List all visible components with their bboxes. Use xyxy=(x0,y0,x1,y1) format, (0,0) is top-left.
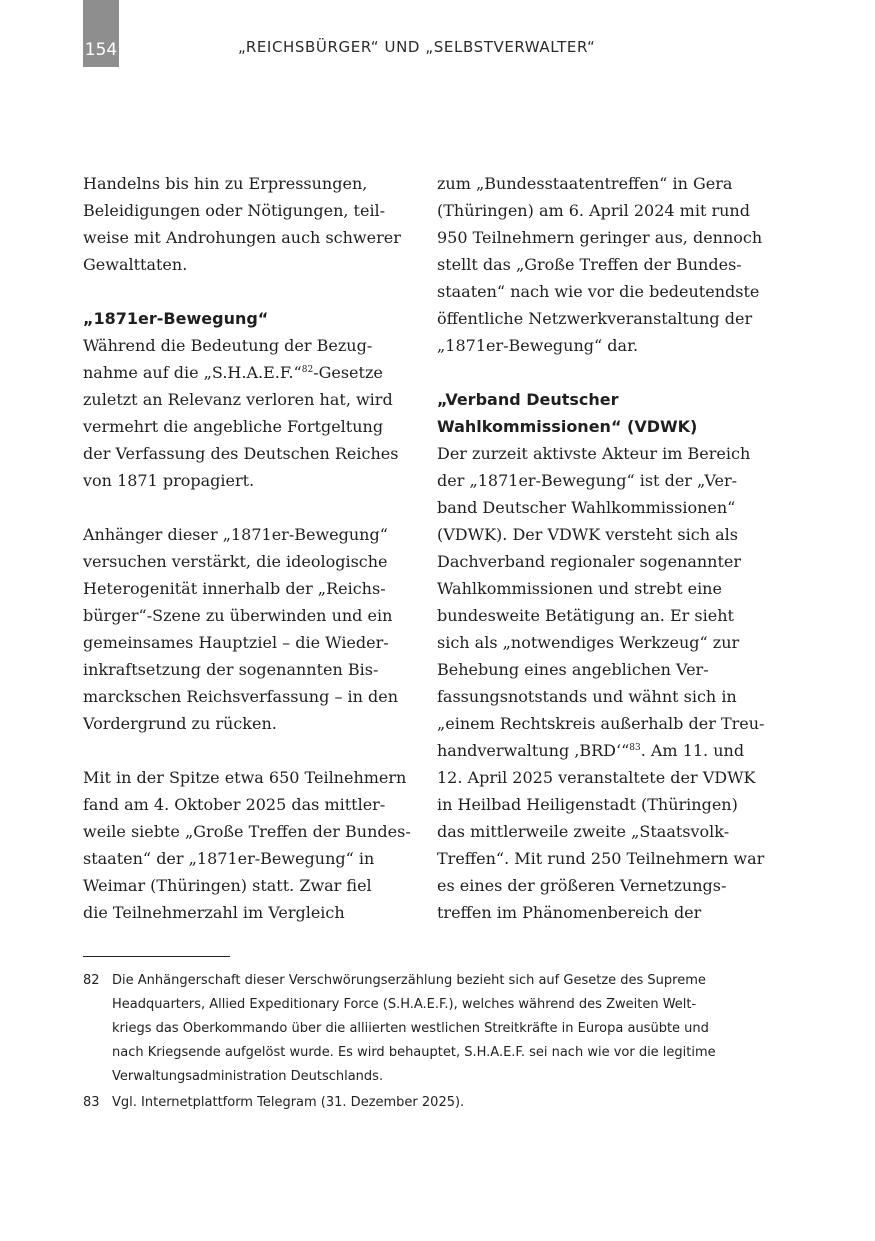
text-line: 950 Teilnehmern geringer aus, dennoch xyxy=(437,228,763,247)
text-line: staaten“ nach wie vor die bedeutendste xyxy=(437,282,760,301)
text-line: Der zurzeit aktivste Akteur im Bereich xyxy=(437,444,751,463)
text-line: Gewalttaten. xyxy=(83,255,188,274)
paragraph xyxy=(83,332,403,494)
text-line: marckschen Reichsverfassung – in den xyxy=(83,687,399,706)
text-line: zuletzt an Relevanz verloren hat, wird xyxy=(83,390,393,409)
text-line: in Heilbad Heiligenstadt (Thüringen) xyxy=(437,795,738,814)
footnote-number: 83 xyxy=(83,1095,100,1110)
text-line: Weimar (Thüringen) statt. Zwar fiel xyxy=(83,876,372,895)
text-line: das mittlerweile zweite „Staatsvolk- xyxy=(437,822,730,841)
text-line: (Thüringen) am 6. April 2024 mit rund xyxy=(437,201,750,220)
paragraph xyxy=(83,764,411,926)
text-line: 12. April 2025 veranstaltete der VDWK xyxy=(437,768,756,787)
running-head: „REICHSBÜRGER“ UND „SELBSTVERWALTER“ xyxy=(238,38,596,56)
text-line: Treffen“. Mit rund 250 Teilnehmern war xyxy=(437,849,765,868)
footnote-divider xyxy=(83,956,230,957)
text-line: zum „Bundesstaatentreffen“ in Gera xyxy=(437,174,733,193)
footnote-line: Headquarters, Allied Expeditionary Force (S.H.A.E.F.), welches während des Zweiten Welt- xyxy=(112,997,697,1012)
text-line: (VDWK). Der VDWK versteht sich als xyxy=(437,525,738,544)
text-line: weise mit Androhungen auch schwerer xyxy=(83,228,401,247)
text-fragment: -Gesetze xyxy=(313,363,383,382)
text-line: Heterogenität innerhalb der „Reichs- xyxy=(83,579,386,598)
footnote-line: nach Kriegsende aufgelöst wurde. Es wird behauptet, S.H.A.E.F. sei nach wie vor die legitime xyxy=(112,1045,716,1060)
footnote-ref[interactable]: 83 xyxy=(629,743,641,753)
text-line: fassungsnotstands und wähnt sich in xyxy=(437,687,737,706)
paragraph xyxy=(437,440,765,926)
footnote-line: kriegs das Oberkommando über die alliierten westlichen Streitkräfte in Europa ausübte und xyxy=(112,1021,709,1036)
text-line: Mit in der Spitze etwa 650 Teilnehmern xyxy=(83,768,407,787)
text-line: bundesweite Betätigung an. Er sieht xyxy=(437,606,734,625)
text-line: Dachverband regionaler sogenannter xyxy=(437,552,742,571)
text-line: weile siebte „Große Treffen der Bundes- xyxy=(83,822,411,841)
left-column xyxy=(83,170,411,926)
text-line: von 1871 propagiert. xyxy=(83,471,255,490)
text-line: versuchen verstärkt, die ideologische xyxy=(83,552,388,571)
text-line: fand am 4. Oktober 2025 das mittler- xyxy=(83,795,386,814)
paragraph xyxy=(437,170,763,359)
right-column xyxy=(437,170,765,926)
text-line: staaten“ der „1871er-Bewegung“ in xyxy=(83,849,375,868)
footnote-line: Verwaltungsadministration Deutschlands. xyxy=(112,1069,384,1084)
text-line: Beleidigungen oder Nötigungen, teil- xyxy=(83,201,386,220)
text-line: Handelns bis hin zu Erpressungen, xyxy=(83,174,368,193)
paragraph xyxy=(83,170,403,278)
section-heading: Wahlkommissionen“ (VDWK) xyxy=(437,417,698,436)
footnote xyxy=(83,969,763,1089)
footnote xyxy=(83,1091,763,1115)
text-line: öffentliche Netzwerkveranstaltung der xyxy=(437,309,753,328)
footnote-line: Die Anhängerschaft dieser Verschwörungserzählung bezieht sich auf Gesetze des Supreme xyxy=(112,973,706,988)
paragraph xyxy=(83,521,403,737)
text-line: die Teilnehmerzahl im Vergleich xyxy=(83,903,345,922)
section-heading: „Verband Deutscher xyxy=(437,390,619,409)
text-line: Behebung eines angeblichen Ver- xyxy=(437,660,709,679)
page-number: 154 xyxy=(83,0,119,67)
section-heading: „1871er-Bewegung“ xyxy=(83,309,269,328)
text-line: inkraftsetzung der sogenannten Bis- xyxy=(83,660,379,679)
text-fragment: nahme auf die „S.H.A.E.F.“ xyxy=(83,363,302,382)
text-line xyxy=(437,737,759,764)
text-line: sich als „notwendiges Werkzeug“ zur xyxy=(437,633,740,652)
text-line: Vordergrund zu rücken. xyxy=(83,714,277,733)
text-line: treffen im Phänomenbereich der xyxy=(437,903,702,922)
footnote-number: 82 xyxy=(83,973,100,988)
footnote-ref[interactable]: 82 xyxy=(301,365,314,375)
text-line: der „1871er-Bewegung“ ist der „Ver- xyxy=(437,471,738,490)
text-line xyxy=(83,359,403,386)
text-line: gemeinsames Hauptziel – die Wieder- xyxy=(83,633,389,652)
text-fragment: handverwaltung ‚BRD‘“ xyxy=(437,741,630,760)
text-line: der Verfassung des Deutschen Reiches xyxy=(83,444,399,463)
text-line: „einem Rechtskreis außerhalb der Treu- xyxy=(437,714,765,733)
text-fragment: . Am 11. und xyxy=(640,741,745,760)
text-line: band Deutscher Wahlkommissionen“ xyxy=(437,498,736,517)
text-line: es eines der größeren Vernetzungs- xyxy=(437,876,727,895)
text-line: vermehrt die angebliche Fortgeltung xyxy=(83,417,384,436)
footnotes xyxy=(83,969,763,1115)
text-line: stellt das „Große Treffen der Bundes- xyxy=(437,255,742,274)
text-line: Anhänger dieser „1871er-Bewegung“ xyxy=(83,525,388,544)
text-line: Während die Bedeutung der Bezug- xyxy=(83,336,373,355)
text-line: bürger“-Szene zu überwinden und ein xyxy=(83,606,393,625)
text-line: „1871er-Bewegung“ dar. xyxy=(437,336,639,355)
text-line: Wahlkommissionen und strebt eine xyxy=(437,579,722,598)
footnote-line: Vgl. Internetplattform Telegram (31. Dezember 2025). xyxy=(112,1095,465,1110)
